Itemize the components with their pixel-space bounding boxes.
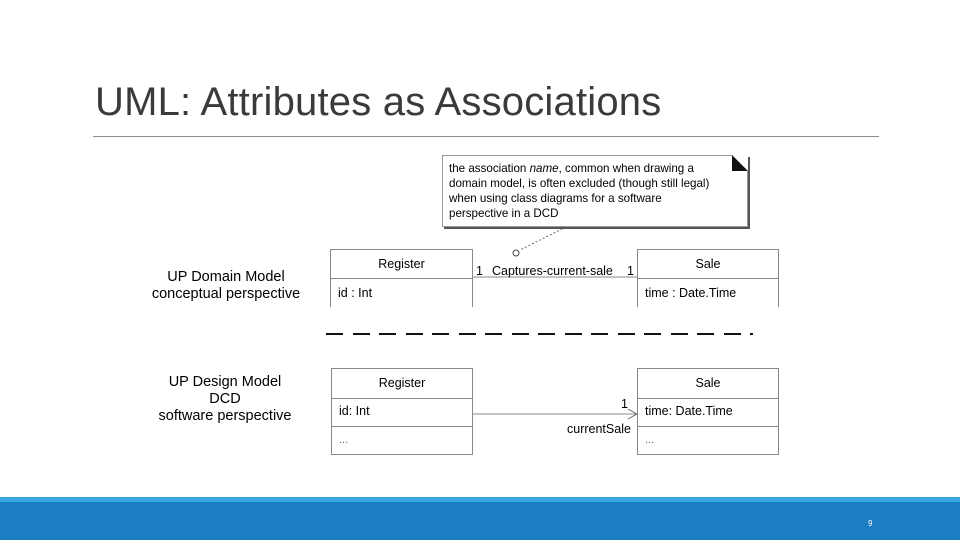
- design-role-name: currentSale: [567, 422, 631, 436]
- title-divider: [93, 136, 879, 137]
- note-anchor-line: [520, 227, 566, 250]
- domain-register-name: Register: [378, 257, 425, 271]
- footer-band: [0, 497, 960, 540]
- separator-dash: [565, 333, 582, 335]
- note-line3: when using class diagrams for a software: [449, 192, 662, 205]
- separator-dash: [724, 333, 741, 335]
- design-register-name: Register: [378, 376, 426, 390]
- footer-accent-stripe: [0, 497, 960, 502]
- domain-sale-name: Sale: [695, 257, 721, 271]
- design-register-more: ...: [339, 434, 349, 446]
- separator-dash: [353, 333, 370, 335]
- design-sale-more: ...: [645, 434, 655, 446]
- separator-dash: [432, 333, 449, 335]
- separator-dash: [697, 333, 714, 335]
- note-line4: perspective in a DCD: [449, 207, 559, 220]
- separator-dash: [671, 333, 688, 335]
- design-sale-attr: time: Date.Time: [645, 404, 733, 418]
- domain-mult-left: 1: [476, 264, 483, 278]
- domain-register-divider: [331, 278, 472, 279]
- design-mult: 1: [621, 397, 628, 411]
- design-register-class: [331, 368, 473, 455]
- design-register-divider-1: [332, 398, 472, 399]
- domain-association-name: Captures-current-sale: [492, 264, 613, 278]
- separator-dash: [591, 333, 608, 335]
- separator-dash: [485, 333, 502, 335]
- separator-dash: [644, 333, 661, 335]
- design-model-label-line1: UP Design Model: [168, 374, 282, 390]
- slide-title: UML: Attributes as Associations: [95, 80, 662, 124]
- design-register-attr: id: Int: [339, 404, 370, 418]
- design-model-label: [140, 374, 310, 425]
- separator-dash: [618, 333, 635, 335]
- separator-dash: [406, 333, 423, 335]
- page-number: 9: [868, 519, 873, 528]
- separator-dash: [750, 333, 753, 335]
- design-sale-name: Sale: [695, 376, 721, 390]
- note-line1-emphasis: name: [529, 162, 559, 175]
- design-model-label-line3: software perspective: [158, 408, 292, 424]
- domain-model-label: [138, 269, 314, 303]
- design-sale-class: [637, 368, 779, 455]
- domain-sale-divider: [638, 278, 778, 279]
- domain-sale-class: [637, 249, 779, 307]
- separator-dash: [538, 333, 555, 335]
- separator-dash: [326, 333, 343, 335]
- domain-sale-attr: time : Date.Time: [645, 286, 737, 300]
- domain-register-class: [330, 249, 473, 307]
- design-sale-divider-1: [638, 398, 778, 399]
- domain-model-label-line1: UP Domain Model: [167, 269, 285, 285]
- note-text: [449, 161, 739, 221]
- uml-note: [442, 155, 748, 227]
- note-line1-post: , common when drawing a: [558, 162, 694, 175]
- design-sale-divider-2: [638, 426, 778, 427]
- design-association-arrowhead: [628, 409, 637, 419]
- design-register-divider-2: [332, 426, 472, 427]
- design-model-label-line2: DCD: [209, 391, 241, 407]
- domain-mult-right: 1: [627, 264, 634, 278]
- domain-register-attr: id : Int: [338, 286, 373, 300]
- note-anchor-circle: [513, 250, 519, 256]
- note-line2: domain model, is often excluded (though still legal): [449, 177, 710, 190]
- separator-dash: [512, 333, 529, 335]
- separator-dash: [379, 333, 396, 335]
- separator-dash: [459, 333, 476, 335]
- note-line1-pre: the association: [449, 162, 530, 175]
- perspective-separator: [326, 327, 776, 341]
- domain-model-label-line2: conceptual perspective: [151, 286, 301, 302]
